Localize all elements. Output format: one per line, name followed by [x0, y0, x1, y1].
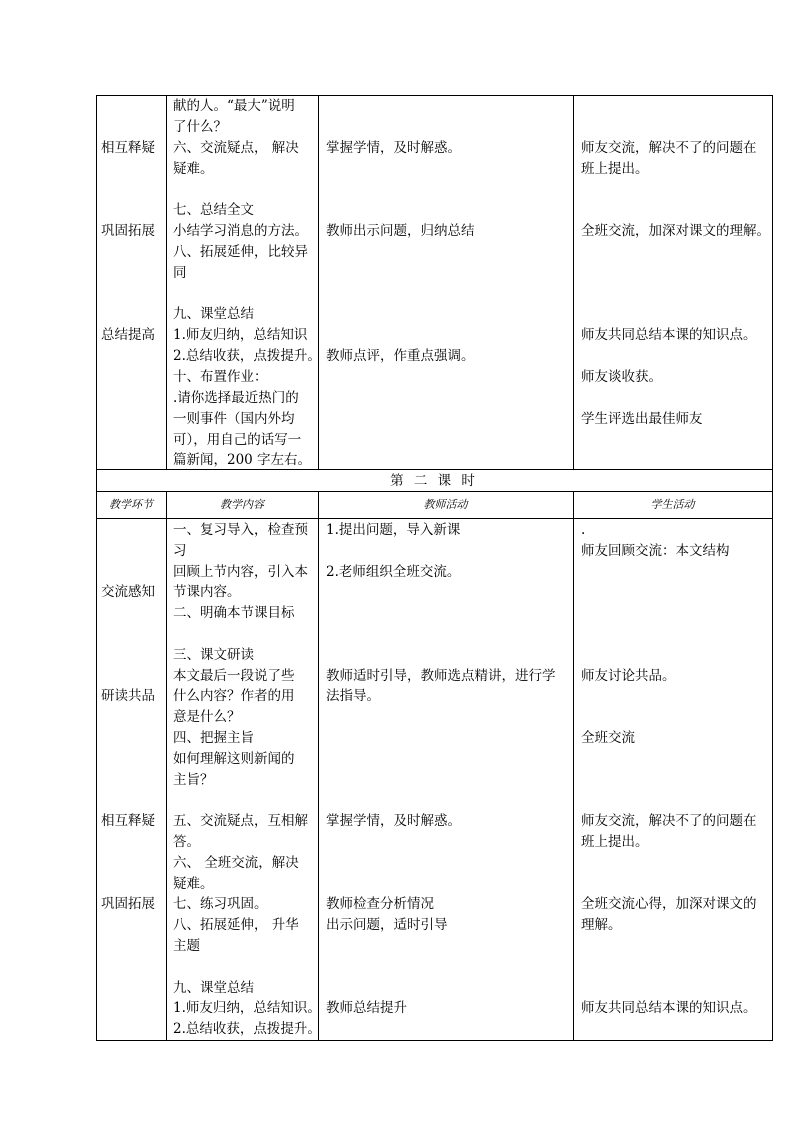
teacher-activity: 1.提出问题，导入新课 — [326, 522, 461, 538]
teacher-activity: 教师检查分析情况 — [326, 896, 434, 912]
content-line: 可），用自己的话写一 — [173, 432, 302, 448]
teacher-activity: 出示问题，适时引导 — [326, 917, 448, 933]
content-line: 了什么？ — [173, 119, 227, 135]
teacher-activity: 教师点评，作重点强调。 — [326, 348, 475, 364]
content-line: 献的人。“最大”说明 — [173, 98, 295, 114]
student-activity: 全班交流，加深对课文的理解。 — [581, 223, 770, 239]
row-divider-header-bottom — [96, 518, 773, 519]
student-activity: . — [581, 522, 586, 538]
row-divider-lesson2-title-bottom — [96, 491, 773, 492]
content-line: .请你选择最近热门的 — [173, 390, 299, 406]
student-activity: 班上提出。 — [581, 161, 649, 177]
student-activity: 师友回顾交流：本文结构 — [581, 543, 730, 559]
teacher-activity: 2.老师组织全班交流。 — [326, 564, 461, 580]
student-activity: 师友共同总结本课的知识点。 — [581, 327, 757, 343]
content-line: 什么内容？作者的用 — [173, 688, 295, 704]
column-divider-1-top — [166, 95, 167, 470]
header-student: 学生活动 — [650, 498, 695, 511]
content-line: 1.师友归纳，总结知识 — [173, 327, 308, 343]
stage-label: 总结提高 — [101, 327, 155, 343]
content-line: 八、拓展延伸， 升华 — [173, 917, 299, 933]
lesson2-title: 第 二 课 时 — [390, 473, 478, 489]
student-activity: 师友交流，解决不了的问题在 — [581, 140, 757, 156]
header-teacher: 教师活动 — [423, 498, 468, 511]
stage-label: 交流感知 — [101, 584, 155, 600]
column-divider-3-top — [573, 95, 574, 470]
content-line: 1.师友归纳，总结知识。 — [173, 1000, 321, 1016]
column-divider-2-top — [318, 95, 319, 470]
student-activity: 师友讨论共品。 — [581, 668, 676, 684]
column-divider-3-bottom — [573, 491, 574, 1041]
content-line: 如何理解这则新闻的 — [173, 751, 295, 767]
content-line: 回顾上节内容，引入本 — [173, 564, 308, 580]
stage-label: 相互释疑 — [101, 140, 155, 156]
content-line: 本文最后一段说了些 — [173, 668, 295, 684]
stage-label: 巩固拓展 — [101, 896, 155, 912]
content-line: 意是什么？ — [173, 709, 241, 725]
student-activity: 师友交流，解决不了的问题在 — [581, 813, 757, 829]
teacher-activity: 教师总结提升 — [326, 1000, 407, 1016]
content-line: 四、把握主旨 — [173, 730, 254, 746]
student-activity: 全班交流 — [581, 730, 635, 746]
student-activity: 师友共同总结本课的知识点。 — [581, 1000, 757, 1016]
content-line: 主旨？ — [173, 772, 214, 788]
content-line: 篇新闻，200 字左右。 — [173, 452, 312, 468]
content-line: 节课内容。 — [173, 584, 241, 600]
teacher-activity: 法指导。 — [326, 688, 380, 704]
header-content: 教学内容 — [220, 498, 264, 511]
content-line: 二、明确本节课目标 — [173, 605, 295, 621]
content-line: 一、复习导入，检查预 — [173, 522, 308, 538]
stage-label: 研读共品 — [101, 688, 155, 704]
content-line: 十、布置作业： — [173, 369, 268, 385]
content-line: 六、 全班交流，解决 — [173, 855, 299, 871]
content-line: 九、课堂总结 — [173, 980, 254, 996]
content-line: 同 — [173, 265, 187, 281]
column-divider-1-bottom — [166, 491, 167, 1041]
content-line: 八、拓展延伸，比较异 — [173, 244, 308, 260]
content-line: 疑难。 — [173, 161, 214, 177]
content-line: 习 — [173, 543, 187, 559]
table-bottom-border — [96, 1040, 773, 1041]
content-line: 主题 — [173, 938, 200, 954]
content-line: 六、交流疑点， 解决 — [173, 140, 299, 156]
student-activity: 学生评选出最佳师友 — [581, 411, 703, 427]
content-line: 九、课堂总结 — [173, 306, 254, 322]
student-activity: 理解。 — [581, 917, 622, 933]
content-line: 2.总结收获，点拨提升。 — [173, 348, 321, 364]
student-activity: 师友谈收获。 — [581, 369, 662, 385]
content-line: 一则事件（国内外均 — [173, 411, 295, 427]
student-activity: 班上提出。 — [581, 834, 649, 850]
content-line: 五、交流疑点，互相解 — [173, 813, 308, 829]
content-line: 疑难。 — [173, 876, 214, 892]
content-line: 三、课文研读 — [173, 647, 254, 663]
stage-label: 相互释疑 — [101, 813, 155, 829]
stage-label: 巩固拓展 — [101, 223, 155, 239]
teacher-activity: 教师适时引导，教师选点精讲，进行学 — [326, 668, 556, 684]
content-line: 七、练习巩固。 — [173, 896, 268, 912]
teacher-activity: 教师出示问题，归纳总结 — [326, 223, 475, 239]
table-left-border — [96, 95, 97, 1041]
content-line: 小结学习消息的方法。 — [173, 223, 308, 239]
teacher-activity: 掌握学情，及时解惑。 — [326, 140, 461, 156]
header-stage: 教学环节 — [109, 498, 153, 511]
teacher-activity: 掌握学情，及时解惑。 — [326, 813, 461, 829]
student-activity: 全班交流心得，加深对课文的 — [581, 896, 757, 912]
table-right-border — [772, 95, 773, 1041]
content-line: 七、总结全文 — [173, 202, 254, 218]
content-line: 2.总结收获，点拨提升。 — [173, 1021, 321, 1037]
column-divider-2-bottom — [318, 491, 319, 1041]
content-line: 答。 — [173, 834, 200, 850]
